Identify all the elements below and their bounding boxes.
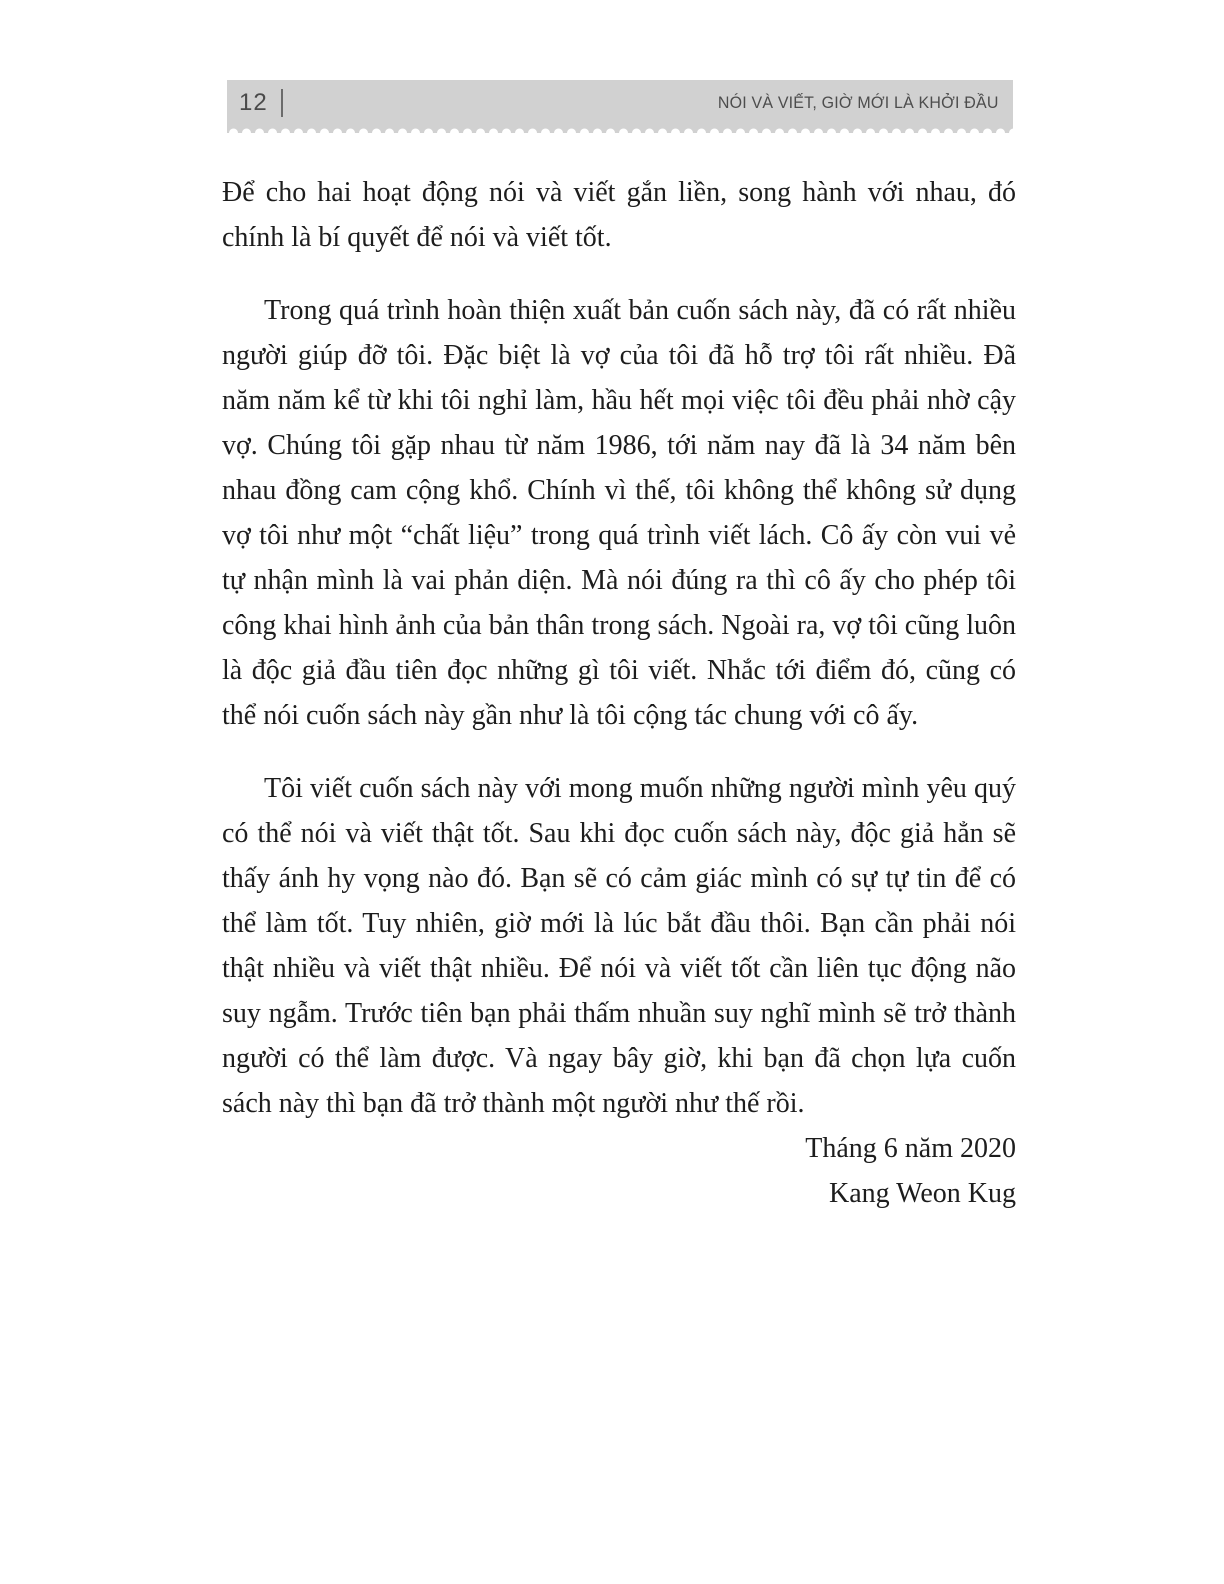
- running-title: NÓI VÀ VIẾT, GIỜ MỚI LÀ KHỞI ĐẦU: [718, 93, 999, 112]
- page-number: 12: [239, 89, 268, 116]
- paragraph-2: Trong quá trình hoàn thiện xuất bản cuốn sách này, đã có rất nhiều người giúp đỡ tôi. Đặc biệt là vợ của tôi đã hỗ trợ tôi rất nhiều. Đã năm năm kể từ khi tôi nghỉ làm, hầu hết mọi việc tôi đều phải nhờ cậy vợ. Chúng tôi gặp nhau từ năm 1986, tới năm nay đã là 34 năm bên nhau đồng cam cộng khổ. Chính vì thế, tôi không thể không sử dụng vợ tôi như một “chất liệu” trong quá trình viết lách. Cô ấy còn vui vẻ tự nhận mình là vai phản diện. Mà nói đúng ra thì cô ấy cho phép tôi công khai hình ảnh của bản thân trong sách. Ngoài ra, vợ tôi cũng luôn là độc giả đầu tiên đọc những gì tôi viết. Nhắc tới điểm đó, cũng có thể nói cuốn sách này gần như là tôi cộng tác chung với cô ấy.: [222, 295, 1016, 731]
- signature-name: Kang Weon Kug: [829, 1178, 1016, 1209]
- paragraph-3: Tôi viết cuốn sách này với mong muốn những người mình yêu quý có thể nói và viết thật tốt. Sau khi đọc cuốn sách này, độc giả hẳn sẽ thấy ánh hy vọng nào đó. Bạn sẽ có cảm giác mình có sự tự tin để có thể làm tốt. Tuy nhiên, giờ mới là lúc bắt đầu thôi. Bạn cần phải nói thật nhiều và viết thật nhiều. Để nói và viết tốt cần liên tục động não suy ngẫm. Trước tiên bạn phải thấm nhuần suy nghĩ mình sẽ trở thành người có thể làm được. Và ngay bây giờ, khi bạn đã chọn lựa cuốn sách này thì bạn đã trở thành một người như thế rồi.: [222, 773, 1016, 1119]
- header-separator: [281, 89, 283, 117]
- signature-date: Tháng 6 năm 2020: [805, 1133, 1016, 1164]
- page-body: [222, 170, 1016, 1216]
- paragraph-1: Để cho hai hoạt động nói và viết gắn liền, song hành với nhau, đó chính là bí quyết để nói và viết tốt.: [222, 177, 1016, 253]
- header-left: [239, 89, 283, 117]
- running-header: [227, 80, 1013, 126]
